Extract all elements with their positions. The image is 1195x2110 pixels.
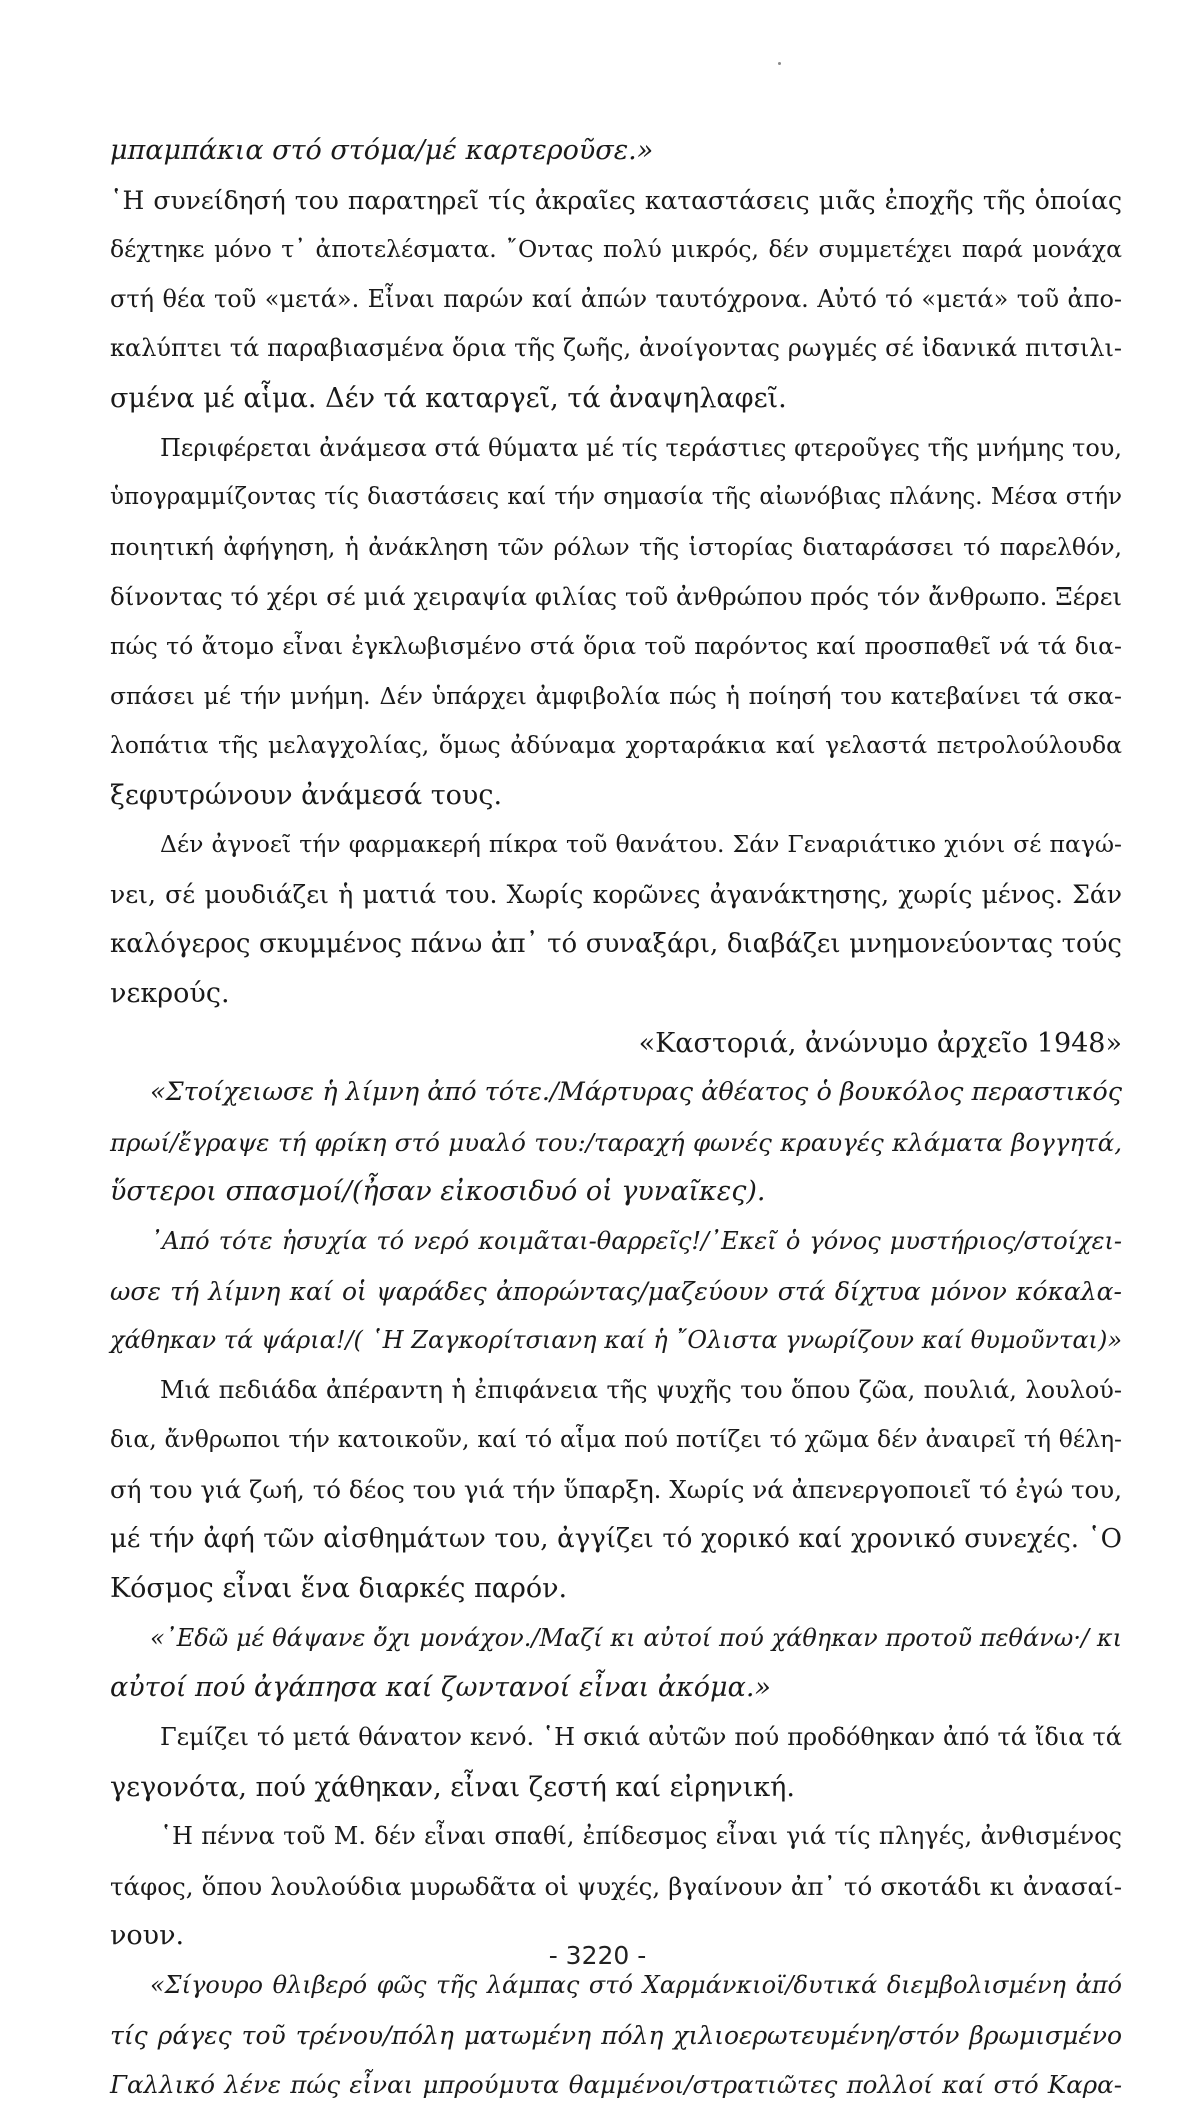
text-line: πώς τό ἄτομο εἶναι ἐγκλωβισμένο στά ὅρια τοῦ παρόντος καί προσπαθεῖ νά τά δια-	[110, 631, 1122, 660]
text-line: καλύπτει τά παραβιασμένα ὅρια τῆς ζωῆς, ἀνοίγοντας ρωγμές σέ ἰδανικά πιτσιλι-	[110, 334, 1122, 363]
text-line: καλόγερος σκυμμένος πάνω ἀπ᾿ τό συναξάρι, διαβάζει μνημονεύοντας τούς	[110, 928, 1122, 959]
quote-line: αὐτοί πού ἀγάπησα καί ζωντανοί εἶναι ἀκόμα.»	[110, 1672, 771, 1704]
text-line: νουν.	[110, 1920, 185, 1952]
text-line: νει, σέ μουδιάζει ἡ ματιά του. Χωρίς κορῶνες ἀγανάκτησης, χωρίς μένος. Σάν	[110, 879, 1122, 909]
page-number: - 3220 -	[548, 1941, 647, 1970]
scan-speck	[778, 62, 781, 65]
text-line: τάφος, ὅπου λουλούδια μυρωδᾶτα οἱ ψυχές, βγαίνουν ἀπ᾿ τό σκοτάδι κι ἀνασαί-	[110, 1871, 1122, 1901]
text-line: δίνοντας τό χέρι σέ μιά χειραψία φιλίας τοῦ ἀνθρώπου πρός τόν ἄνθρωπο. Ξέρει	[110, 582, 1122, 612]
quote-line: «Σίγουρο θλιβερό φῶς τῆς λάμπας στό Χαρμάνκιοϊ/δυτικά διεμβολισμένη ἀπό	[150, 1970, 1122, 1999]
text-line: Γεμίζει τό μετά θάνατον κενό. ῾Η σκιά αὐτῶν πού προδόθηκαν ἀπό τά ἴδια τά	[160, 1723, 1122, 1751]
text-line: ῾Η πέννα τοῦ Μ. δέν εἶναι σπαθί, ἐπίδεσμος εἶναι γιά τίς πληγές, ἀνθισμένος	[160, 1822, 1122, 1851]
quote-line: τίς ράγες τοῦ τρένου/πόλη ματωμένη πόλη χιλιοερωτευμένη/στόν βρωμισμένο	[110, 2020, 1122, 2050]
text-line: λοπάτια τῆς μελαγχολίας, ὅμως ἀδύναμα χορταράκια καί γελαστά πετρολούλουδα	[110, 731, 1122, 760]
text-line: νεκρούς.	[110, 978, 230, 1010]
text-line: στή θέα τοῦ «μετά». Εἶναι παρών καί ἀπών ταυτόχρονα. Αὐτό τό «μετά» τοῦ ἀπο-	[110, 284, 1122, 313]
text-line: ὑπογραμμίζοντας τίς διαστάσεις καί τήν σημασία τῆς αἰωνόβιας πλάνης. Μέσα στήν	[110, 484, 1122, 511]
text-line: ξεφυτρώνουν ἀνάμεσά τους.	[110, 779, 503, 811]
quote-line: Γαλλικό λένε πώς εἶναι μπρούμυτα θαμμένοι/στρατιῶτες πολλοί καί στό Καρα-	[110, 2070, 1122, 2100]
text-line: Μιά πεδιάδα ἀπέραντη ἡ ἐπιφάνεια τῆς ψυχῆς του ὅπου ζῶα, πουλιά, λουλού-	[160, 1375, 1122, 1404]
text-line: σμένα μέ αἷμα. Δέν τά καταργεῖ, τά ἀναψηλαφεῖ.	[110, 382, 787, 414]
epigraph-source: «Καστοριά, ἀνώνυμο ἀρχεῖο 1948»	[638, 1027, 1122, 1059]
document-page	[110, 126, 1122, 2110]
text-line: γεγονότα, πού χάθηκαν, εἶναι ζεστή καί εἰρηνική.	[110, 1771, 795, 1803]
quote-line: ωσε τή λίμνη καί οἱ ψαράδες ἀπορώντας/μαζεύουν στά δίχτυα μόνον κόκαλα-	[110, 1276, 1122, 1306]
text-line: μέ τήν ἀφή τῶν αἰσθημάτων του, ἀγγίζει τό χορικό καί χρονικό συνεχές. ῾Ο	[110, 1523, 1122, 1554]
quote-line: ᾿Από τότε ἡσυχία τό νερό κοιμᾶται-θαρρεῖς!/᾿Εκεῖ ὁ γόνος μυστήριος/στοίχει-	[150, 1227, 1122, 1256]
text-line: Κόσμος εἶναι ἕνα διαρκές παρόν.	[110, 1573, 568, 1605]
text-line: μπαμπάκια στό στόμα/μέ καρτεροῦσε.»	[110, 135, 654, 166]
text-line: Περιφέρεται ἀνάμεσα στά θύματα μέ τίς τεράστιες φτεροῦγες τῆς μνήμης του,	[160, 433, 1122, 462]
text-line: σπάσει μέ τήν μνήμη. Δέν ὑπάρχει ἀμφιβολία πώς ἡ ποίησή του κατεβαίνει τά σκα-	[110, 681, 1122, 710]
text-line: δέχτηκε μόνο τ᾿ ἀποτελέσματα. ῎Οντας πολύ μικρός, δέν συμμετέχει παρά μονάχα	[110, 235, 1122, 264]
quote-line: πρωί/ἔγραψε τή φρίκη στό μυαλό του:/ταραχή φωνές κραυγές κλάματα βογγητά,	[110, 1127, 1122, 1157]
quote-line: ὕστεροι σπασμοί/(ἦσαν εἰκοσιδυό οἱ γυναῖκες).	[110, 1176, 766, 1208]
quote-line: «᾿Εδῶ μέ θάψανε ὄχι μονάχον./Μαζί κι αὐτοί πού χάθηκαν προτοῦ πεθάνω·/ κι	[150, 1623, 1122, 1652]
text-line: ποιητική ἀφήγηση, ἡ ἀνάκληση τῶν ρόλων τῆς ἱστορίας διαταράσσει τό παρελθόν,	[110, 532, 1122, 561]
text-line: σή του γιά ζωή, τό δέος του γιά τήν ὕπαρξη. Χωρίς νά ἀπενεργοποιεῖ τό ἐγώ του,	[110, 1475, 1122, 1505]
quote-line: «Στοίχειωσε ἡ λίμνη ἀπό τότε./Μάρτυρας ἀθέατος ὁ βουκόλος περαστικός	[150, 1077, 1123, 1108]
text-line: Δέν ἀγνοεῖ τήν φαρμακερή πίκρα τοῦ θανάτου. Σάν Γεναριάτικο χιόνι σέ παγώ-	[160, 830, 1122, 859]
text-line: δια, ἄνθρωποι τήν κατοικοῦν, καί τό αἷμα πού ποτίζει τό χῶμα δέν ἀναιρεῖ τή θέλη-	[110, 1425, 1122, 1454]
quote-line: χάθηκαν τά ψάρια!/( ῾Η Ζαγκορίτσιανη καί ἡ ῎Ολιστα γνωρίζουν καί θυμοῦνται)»	[110, 1326, 1122, 1355]
text-line: ῾Η συνείδησή του παρατηρεῖ τίς ἀκραῖες καταστάσεις μιᾶς ἐποχῆς τῆς ὁποίας	[110, 185, 1122, 215]
